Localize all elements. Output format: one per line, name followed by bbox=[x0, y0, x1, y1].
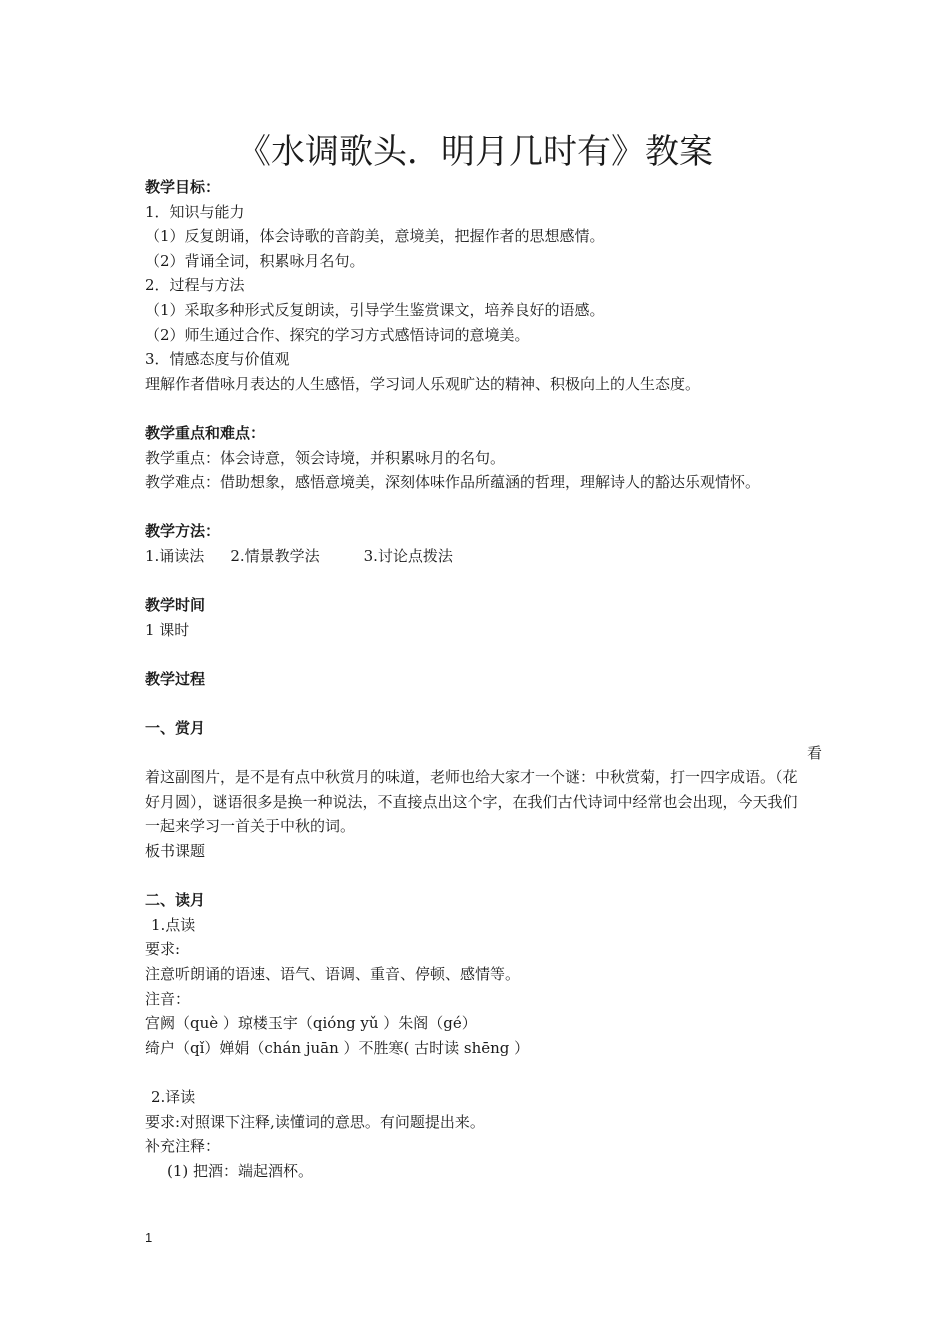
method-3: 3.讨论点拨法 bbox=[363, 546, 453, 565]
section2-sub1: 1.点读 bbox=[151, 915, 196, 934]
keypoint-focus: 教学重点：体会诗意，领会诗境，并积累咏月的名句。 bbox=[145, 448, 506, 467]
spacer bbox=[145, 569, 810, 594]
section1-paragraph: 着这副图片，是不是有点中秋赏月的味道，老师也给大家才一个谜：中秋赏菊，打一四字成语。（花好月圆），谜语很多是换一种说法，不直接点出这个字，在我们古代诗词中经常也会出现，今天我们一起来学习一首关于中秋的词。 bbox=[145, 768, 798, 836]
spacer bbox=[145, 642, 810, 667]
goal-item-1a: （1）反复朗诵，体会诗歌的音韵美，意境美，把握作者的思想感情。 bbox=[145, 227, 605, 246]
section2-phon-line1: 宫阙（què ）琼楼玉宇（qióng yǔ ）朱阁（gé） bbox=[145, 1014, 477, 1033]
section2-heading: 二、读月 bbox=[145, 891, 206, 910]
time-value: 1 课时 bbox=[145, 620, 190, 639]
section1-line-right: 看 bbox=[806, 743, 822, 762]
document-title: 《水调歌头．明月几时有》教案 bbox=[237, 132, 713, 172]
keypoint-difficulty: 教学难点：借助想象，感悟意境美，深刻体味作品所蕴涵的哲理，理解诗人的豁达乐观情怀。 bbox=[145, 473, 761, 492]
goal-item-2: 2．过程与方法 bbox=[145, 276, 245, 295]
goals-heading: 教学目标： bbox=[145, 178, 221, 196]
page-number: 1 bbox=[145, 1230, 153, 1245]
spacer bbox=[145, 1060, 810, 1085]
spacer bbox=[145, 864, 810, 889]
section2-req2: 要求:对照课下注释,读懂词的意思。有问题提出来。 bbox=[145, 1112, 485, 1131]
section2-sub2: 2.译读 bbox=[151, 1087, 196, 1106]
spacer bbox=[145, 495, 810, 520]
process-heading: 教学过程 bbox=[145, 669, 206, 688]
goal-item-2a: （1）采取多种形式反复朗读，引导学生鉴赏课文，培养良好的语感。 bbox=[145, 300, 605, 319]
document-body bbox=[145, 175, 822, 1183]
section2-req-label: 要求: bbox=[145, 940, 181, 959]
method-2: 2.情景教学法 bbox=[230, 546, 320, 565]
section2-note1: (1) 把酒：端起酒杯。 bbox=[167, 1161, 314, 1180]
goal-item-1: 1．知识与能力 bbox=[145, 202, 245, 221]
section1-board: 板书课题 bbox=[145, 842, 206, 861]
spacer bbox=[145, 691, 810, 716]
methods-list bbox=[145, 544, 810, 569]
spacer bbox=[145, 396, 810, 421]
section2-req-text: 注意听朗诵的语速、语气、语调、重音、停顿、感情等。 bbox=[145, 965, 521, 983]
section1-heading: 一、赏月 bbox=[145, 719, 206, 738]
section2-phon-label: 注音： bbox=[145, 989, 191, 1008]
goal-item-2b: （2）师生通过合作、探究的学习方式感悟诗词的意境美。 bbox=[145, 325, 530, 344]
method-1: 1.诵读法 bbox=[145, 546, 205, 565]
goal-item-3: 3．情感态度与价值观 bbox=[145, 350, 290, 369]
section2-phon-line2: 绮户（qǐ）婵娟（chán juān ）不胜寒( 古时读 shēng ） bbox=[145, 1038, 530, 1057]
methods-heading: 教学方法： bbox=[145, 522, 221, 541]
time-heading: 教学时间 bbox=[145, 596, 206, 615]
goal-item-3a: 理解作者借咏月表达的人生感悟，学习词人乐观旷达的精神、积极向上的人生态度。 bbox=[145, 374, 701, 393]
keypoints-heading: 教学重点和难点： bbox=[145, 423, 266, 442]
section2-supp-label: 补充注释： bbox=[145, 1137, 221, 1156]
goal-item-1b: （2）背诵全词，积累咏月名句。 bbox=[145, 251, 365, 270]
